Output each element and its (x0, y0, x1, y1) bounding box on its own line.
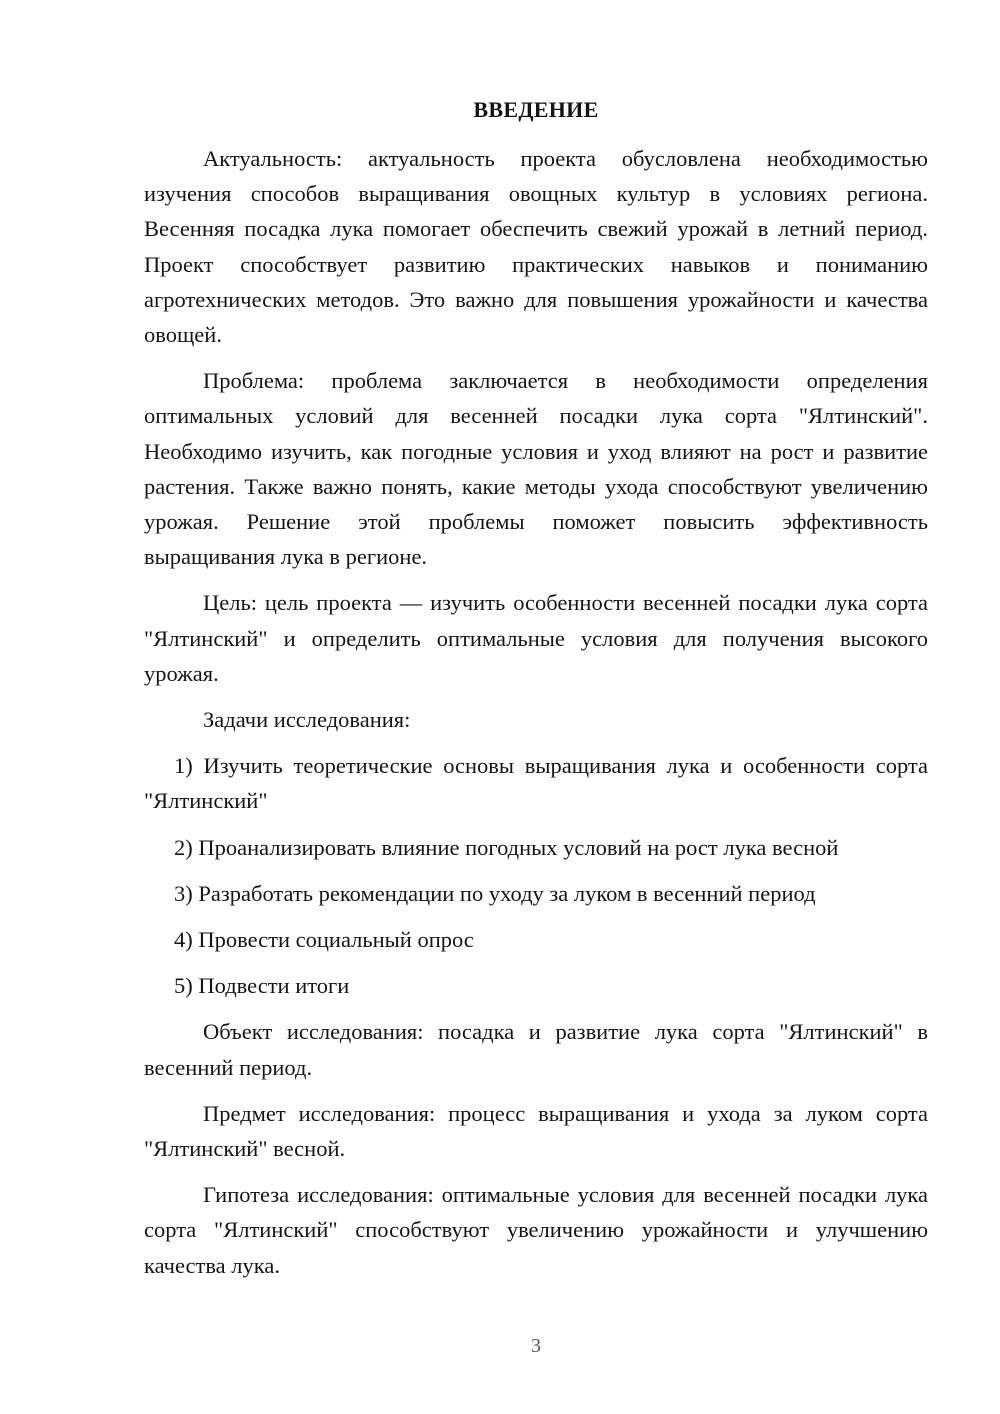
page-number: 3 (531, 1335, 541, 1357)
task-item-5: 5) Подвести итоги (174, 973, 350, 999)
paragraph-relevance: Актуальность: актуальность проекта обусловлена необходимостью изучения способов выращивания овощных культур в условиях региона. Весенняя посадка лука помогает обеспечить свежий урожай в летний период. Проект способствует развитию практических навыков и пониманию агротехнических методов. Это важно для повышения урожайности и качества овощей. (144, 146, 928, 348)
task-item-2: 2) Проанализировать влияние погодных условий на рост лука весной (174, 834, 839, 860)
paragraph-problem: Проблема: проблема заключается в необходимости определения оптимальных условий для весенней посадки лука сорта "Ялтинский". Необходимо изучить, как погодные условия и уход влияют на рост и развитие растения. Также важно понять, какие методы ухода способствуют увеличению урожая. Решение этой проблемы поможет повысить эффективность выращивания лука в регионе. (144, 368, 928, 570)
paragraph-goal: Цель: цель проекта — изучить особенности весенней посадки лука сорта "Ялтинский" и определить оптимальные условия для получения высокого урожая. (144, 590, 928, 686)
tasks-heading: Задачи исследования: (203, 707, 411, 733)
paragraph-subject: Предмет исследования: процесс выращивания и ухода за луком сорта "Ялтинский" весной. (144, 1100, 928, 1162)
section-title: ВВЕДЕНИЕ (473, 97, 599, 122)
task-item-4: 4) Провести социальный опрос (174, 927, 474, 953)
task-item-1: 1) Изучить теоретические основы выращивания лука и особенности сорта "Ялтинский" (144, 753, 928, 814)
body-text (144, 141, 928, 1294)
task-item-3: 3) Разработать рекомендации по уходу за луком в весенний период (174, 880, 816, 906)
paragraph-object: Объект исследования: посадка и развитие лука сорта "Ялтинский" в весенний период. (144, 1019, 928, 1080)
paragraph-hypothesis: Гипотеза исследования: оптимальные условия для весенней посадки лука сорта "Ялтинский" способствуют увеличению урожайности и улучшению качества лука. (144, 1182, 928, 1278)
